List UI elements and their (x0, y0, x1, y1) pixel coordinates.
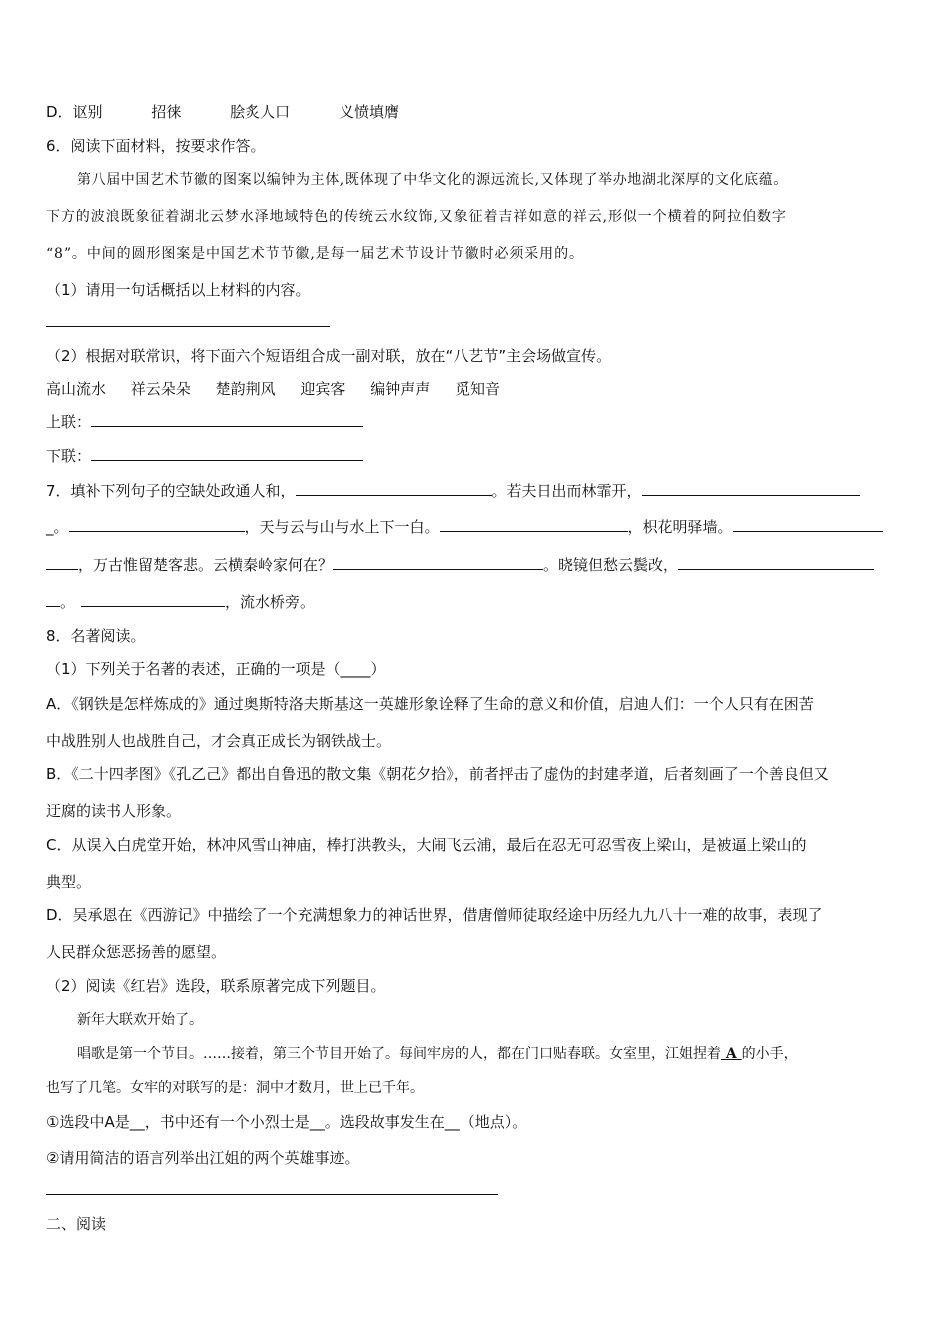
passage-text: 唱歌是第一个节目。……接着，第三个节目开始了。每间牢房的人，都在门口贴春联。女室里，江姐捏着 (77, 1046, 721, 1062)
q8-sub1: （1）下列关于名著的表述，正确的一项是（____） (46, 660, 386, 678)
phrase: 高山流水 (46, 380, 107, 398)
q8-option-c: C．从误入白虎堂开始，林冲风雪山神庙，棒打洪教头，大闹飞云浦，最后在忍无可忍雪夜上梁山，是被逼上梁山的 (46, 836, 807, 854)
q8-option-b: B．《二十四孝图》《孔乙己》都出自鲁迅的散文集《朝花夕拾》，前者抨击了虚伪的封建孝道，后者刻画了一个善良但又 (46, 765, 829, 783)
q7-line (46, 481, 860, 501)
q7-text: 。 (60, 593, 76, 611)
q8-question-2: ②请用简洁的语言列举出江姐的两个英雄事迹。 (46, 1149, 360, 1167)
q5-option-d-item: 脍炙人口 (230, 103, 291, 121)
q7-blank[interactable] (46, 592, 60, 607)
q7-blank[interactable] (296, 481, 492, 496)
q6-material-line: 第八届中国艺术节徽的图案以编钟为主体,既体现了中华文化的源远流长,又体现了举办地湖北深厚的文化底蕴。 (77, 172, 788, 188)
q5-option-d (46, 102, 399, 122)
q6-sub1: （1）请用一句话概括以上材料的内容。 (46, 281, 311, 299)
passage-line: 也写了几笔。女牢的对联写的是：洞中才数月，世上已千年。 (46, 1080, 424, 1096)
q7-blank[interactable] (440, 517, 628, 532)
answer-line[interactable] (46, 326, 330, 327)
upper-couplet-row (46, 412, 363, 432)
q7-text: ，万古惟留楚客悲。云横秦岭家何在？ (78, 556, 334, 574)
q7-line (46, 592, 315, 612)
q6-title: 6．阅读下面材料，按要求作答。 (46, 137, 266, 155)
upper-couplet-label: 上联： (46, 413, 92, 431)
phrase: 祥云朵朵 (130, 380, 191, 398)
q5-option-d-item: D．讴别 (46, 103, 103, 121)
q6-material-line: 下方的波浪既象征着湖北云梦水泽地域特色的传统云水纹饰,又象征着吉祥如意的祥云,形似一个横着的阿拉伯数字 (46, 209, 787, 225)
q8-option-d: D．吴承恩在《西游记》中描绘了一个充满想象力的神话世界，借唐僧师徒取经途中历经九九八十一难的故事，表现了 (46, 906, 823, 924)
q7-blank[interactable] (733, 517, 883, 532)
section-title: 二、阅读 (46, 1215, 107, 1233)
q7-text: ，流水桥旁。 (225, 593, 316, 611)
q7-text: 。若夫日出而林霏开， (491, 482, 642, 500)
lower-couplet-label: 下联： (46, 447, 92, 465)
q7-blank[interactable] (46, 555, 78, 570)
q7-text: 7．填补下列句子的空缺处政通人和， (46, 482, 296, 500)
phrase: 觅知音 (454, 380, 500, 398)
passage-line (77, 1044, 798, 1064)
passage-text: 的小手， (741, 1046, 798, 1062)
phrase: 迎宾客 (300, 380, 346, 398)
q7-blank[interactable] (81, 592, 225, 607)
q6-material-line: “8”。中间的圆形图案是中国艺术节节徽,是每一届艺术节设计节徽时必须采用的。 (46, 246, 584, 262)
passage-marker-a: A (721, 1046, 742, 1062)
q8-question-1: ①选段中A是__，书中还有一个小烈士是__。选段故事发生在__（地点）。 (46, 1113, 528, 1131)
q8-option-a: A．《钢铁是怎样炼成的》通过奥斯特洛夫斯基这一英雄形象诠释了生命的意义和价值，启迪人们：一个人只有在困苦 (46, 695, 814, 713)
q7-text: 。晓镜但愁云鬓改， (543, 556, 679, 574)
q7-blank[interactable] (333, 555, 543, 570)
q8-option-c-cont: 典型。 (46, 873, 92, 891)
passage-line: 新年大联欢开始了。 (77, 1012, 203, 1028)
upper-couplet-blank[interactable] (91, 412, 363, 427)
phrase: 编钟声声 (370, 380, 431, 398)
q7-text: ，天与云与山与水上下一白。 (244, 518, 440, 536)
q8-sub2: （2）阅读《红岩》选段，联系原著完成下列题目。 (46, 977, 386, 995)
q8-option-a-cont: 中战胜别人也战胜自己，才会真正成长为钢铁战士。 (46, 732, 392, 750)
q6-sub2: （2）根据对联常识，将下面六个短语组合成一副对联，放在“八艺节”主会场做宣传。 (46, 347, 612, 365)
q7-line (46, 555, 874, 575)
q7-blank[interactable] (678, 555, 874, 570)
lower-couplet-blank[interactable] (91, 446, 363, 461)
q7-text: _。 (46, 518, 69, 536)
q5-option-d-item: 招徕 (151, 103, 182, 121)
q6-phrases (46, 379, 500, 399)
q7-blank[interactable] (69, 517, 245, 532)
q8-title: 8．名著阅读。 (46, 627, 146, 645)
q8-option-b-cont: 迂腐的读书人形象。 (46, 802, 182, 820)
q7-text: ，枳花明驿墙。 (627, 518, 733, 536)
phrase: 楚韵荆风 (215, 380, 276, 398)
q7-blank[interactable] (642, 481, 860, 496)
q7-line (46, 517, 883, 537)
answer-line[interactable] (46, 1194, 498, 1195)
q5-option-d-item: 义愤填膺 (338, 103, 399, 121)
q8-option-d-cont: 人民群众惩恶扬善的愿望。 (46, 943, 227, 961)
lower-couplet-row (46, 446, 363, 466)
